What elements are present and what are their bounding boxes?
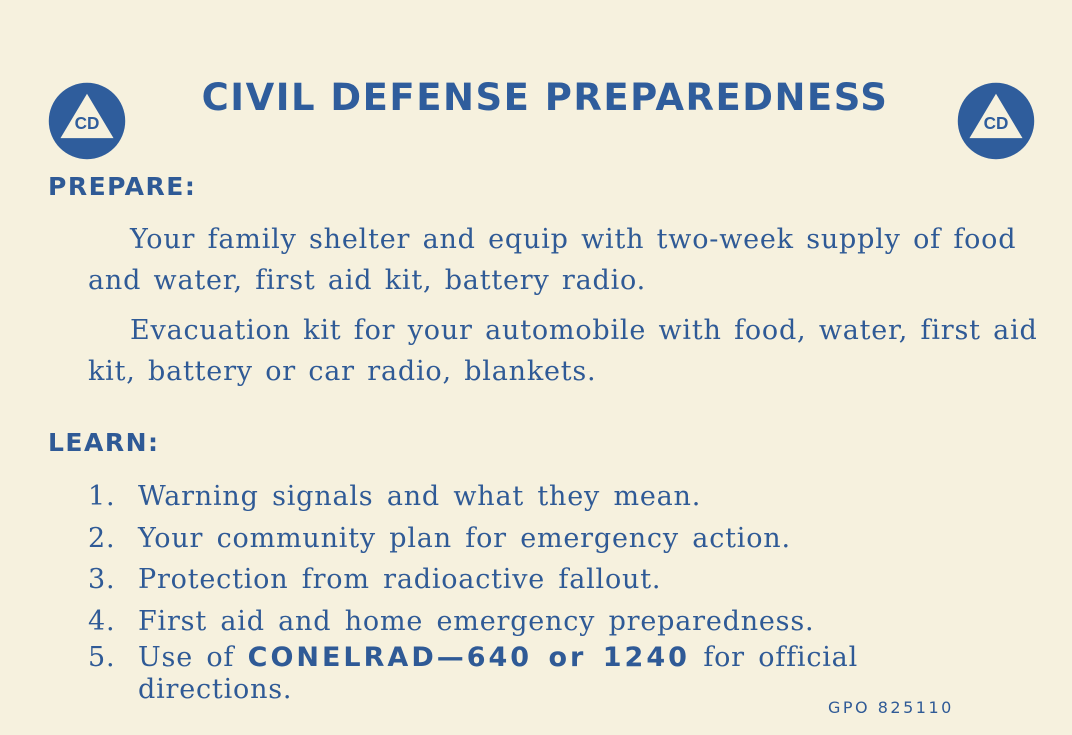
learn-item-number: 2. [88,522,116,554]
learn-item [88,476,1048,518]
learn-item-text: Warning signals and what they mean. [138,481,702,512]
learn-item-text: First aid and home emergency preparedness. [138,605,815,637]
prepare-paragraph-1-text: Your family shelter and equip with two-week supply of food and water, first aid kit, battery radio. [88,224,1017,296]
conelrad-emphasis: CONELRAD—640 or 1240 [247,642,690,673]
prepare-paragraph-2 [88,310,1048,392]
learn-item [88,518,1048,560]
page-title: CIVIL DEFENSE PREPAREDNESS [201,76,889,119]
learn-item-text-post: for official [703,642,859,673]
gpo-code: GPO 825110 [828,698,954,717]
learn-item-text: Protection from radioactive fallout. [138,564,662,595]
civil-defense-logo-right [957,82,1035,160]
svg-text:CD: CD [74,112,100,133]
learn-item-number: 3. [88,564,116,595]
learn-item-text: Your community plan for emergency action. [138,522,791,554]
learn-item [88,642,1048,706]
learn-item [88,601,1048,643]
learn-list [88,476,1048,706]
prepare-paragraph-1 [88,219,1048,301]
learn-item-number: 5. [88,642,116,673]
learn-item-text-pre: Use of [138,642,235,673]
learn-item-continuation: directions. [138,674,293,705]
learn-item-number: 1. [88,481,116,512]
prepare-heading: PREPARE: [48,172,197,201]
learn-item-number: 4. [88,605,116,637]
prepare-paragraph-2-text: Evacuation kit for your automobile with food, water, first aid kit, battery or car radio, blankets. [88,315,1038,387]
svg-text:CD: CD [983,112,1009,133]
learn-item [88,559,1048,601]
learn-heading: LEARN: [48,428,160,457]
